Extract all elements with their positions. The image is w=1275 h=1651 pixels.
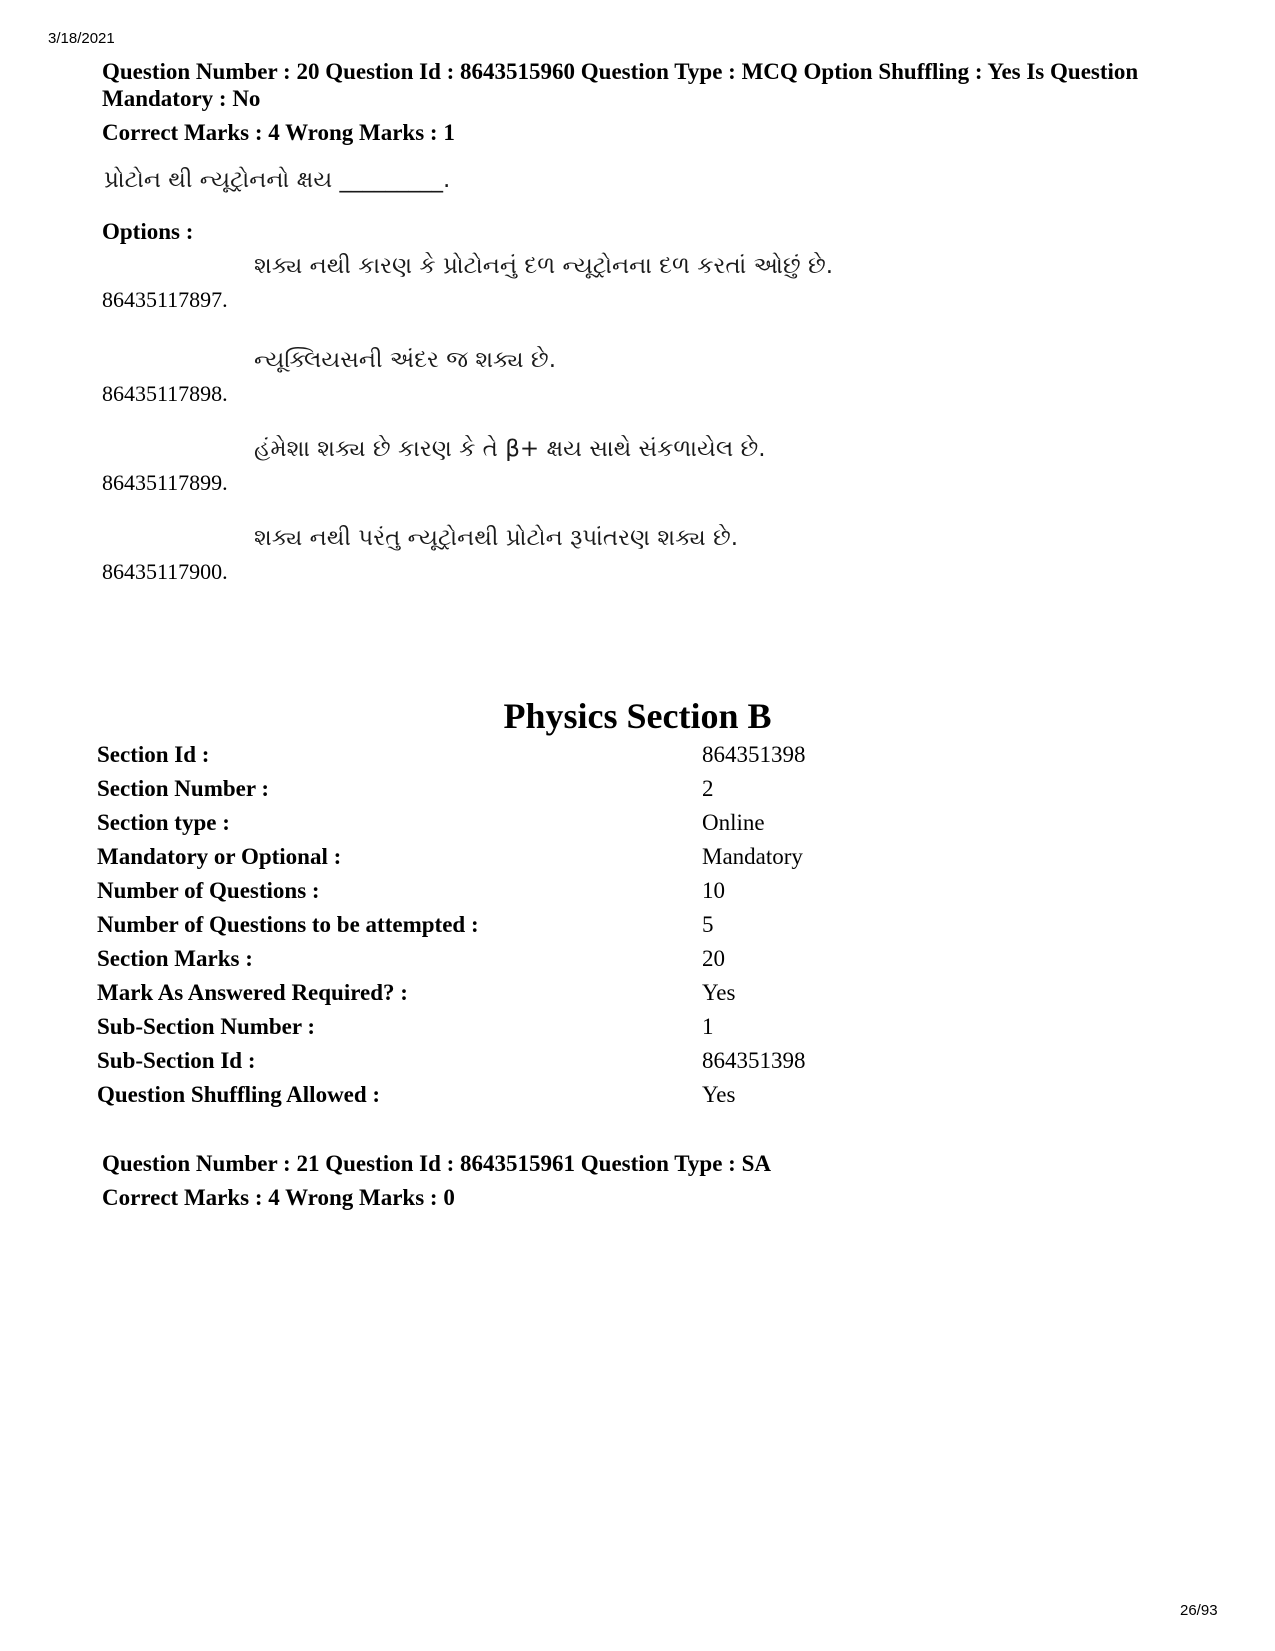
section-row-value: 864351398 [702,742,806,767]
option-item [102,347,1102,407]
option-id: 86435117898. [102,381,228,406]
section-row-label: Question Shuffling Allowed : [97,1082,381,1107]
section-row-value: Online [702,810,765,835]
section-row-label: Mandatory or Optional : [97,844,342,869]
question-21-header [102,1150,1182,1211]
option-id: 86435117900. [102,559,228,584]
question-marks: Correct Marks : 4 Wrong Marks : 1 [102,120,455,145]
section-row [97,776,997,810]
options-label: Options : [102,219,194,244]
option-item [102,253,1102,313]
section-row-value: Mandatory [702,844,803,869]
option-text: ન્યૂક્લિયસની અંદર જ શક્ય છે. [254,347,557,373]
section-row [97,912,997,946]
page-number: 26/93 [1180,1602,1218,1619]
option-text: હંમેશા શક્ય છે કારણ કે તે β+ ક્ષય સાથે સંકળાયેલ છે. [254,436,766,462]
section-row-label: Number of Questions : [97,878,320,903]
option-id: 86435117897. [102,287,228,312]
section-row-value: 20 [702,946,725,971]
section-row-label: Sub-Section Number : [97,1014,316,1039]
section-row-value: Yes [702,980,736,1005]
section-row-value: 1 [702,1014,714,1039]
section-row-label: Section Marks : [97,946,253,971]
section-row [97,844,997,878]
section-row [97,810,997,844]
section-title: Physics Section B [503,696,772,736]
section-row [97,742,997,776]
section-row-label: Sub-Section Id : [97,1048,256,1073]
question-20-header [102,58,1182,146]
section-row-value: 2 [702,776,714,801]
section-row [97,1014,997,1048]
option-id: 86435117899. [102,470,228,495]
section-row-value: Yes [702,1082,736,1107]
section-row-value: 864351398 [702,1048,806,1073]
option-text: શક્ય નથી કારણ કે પ્રોટોનનું દળ ન્યૂટ્રોનના દળ કરતાં ઓછું છે. [254,253,834,279]
option-item [102,436,1102,496]
option-text: શક્ય નથી પરંતુ ન્યૂટ્રોનથી પ્રોટોન રૂપાંતરણ શક્ય છે. [254,525,739,551]
section-row [97,1082,997,1116]
question-meta: Question Number : 20 Question Id : 8643515960 Question Type : MCQ Option Shuffling : Yes Is Question Mandatory : No [102,59,1139,111]
section-row [97,946,997,980]
section-row-label: Mark As Answered Required? : [97,980,408,1005]
section-details-table [97,742,997,1116]
section-row-value: 5 [702,912,714,937]
section-row [97,1048,997,1082]
section-row-value: 10 [702,878,725,903]
section-row [97,878,997,912]
option-item [102,525,1102,585]
question-marks: Correct Marks : 4 Wrong Marks : 0 [102,1185,455,1210]
section-row [97,980,997,1014]
question-meta: Question Number : 21 Question Id : 8643515961 Question Type : SA [102,1151,771,1176]
section-row-label: Section type : [97,810,230,835]
print-date: 3/18/2021 [48,30,115,47]
section-row-label: Section Id : [97,742,210,767]
section-row-label: Section Number : [97,776,270,801]
question-text: પ્રોટોન થી ન્યૂટ્રોનનો ક્ષય _________. [104,167,451,193]
section-row-label: Number of Questions to be attempted : [97,912,479,937]
